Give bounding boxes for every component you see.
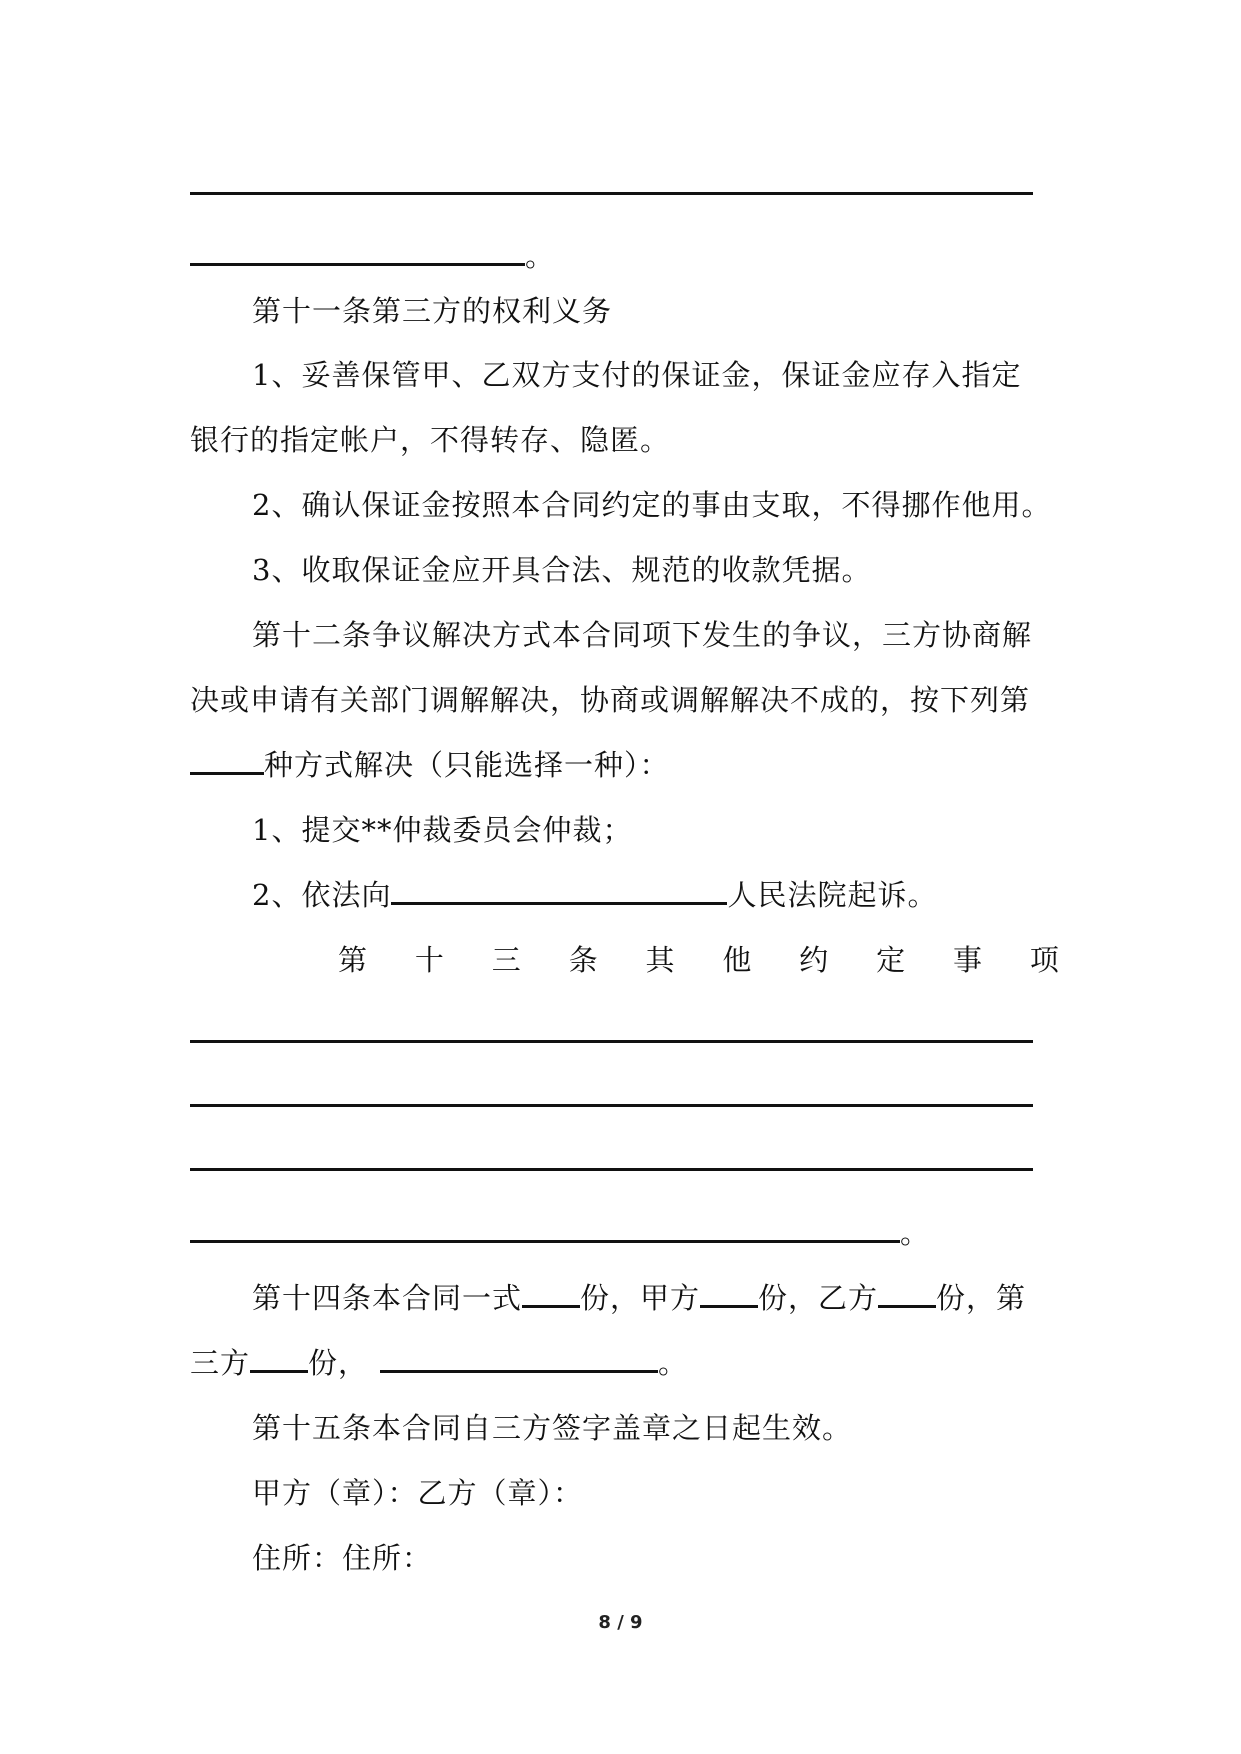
article-13-char: 他 [722,943,753,977]
article-13-char: 项 [1029,943,1060,977]
blank-field [878,1285,936,1308]
article-13-char: 条 [568,943,599,977]
blank-line [190,1040,1033,1043]
blank-line [190,192,1033,195]
article-13-char: 定 [876,943,907,977]
blank-field [190,1220,900,1243]
blank-field [190,752,264,775]
article-11-item3: 3、收取保证金应开具合法、规范的收款凭据。 [252,553,872,587]
blank-line [190,1104,1033,1107]
blank-line [190,1168,1033,1171]
signature-address: 住所：住所： [252,1541,433,1575]
article-12-option2 [252,875,1060,915]
article-13-char: 十 [414,943,445,977]
blank-field [380,1350,658,1373]
blank-field [522,1285,580,1308]
article-13-char: 事 [953,943,984,977]
article-12-line3 [190,745,1060,785]
article-12-line1: 第十二条争议解决方式本合同项下发生的争议，三方协商解 [252,618,1033,652]
blank-line-end: 。 [190,1213,1060,1253]
article-14-line1: 第十四条本合同一式 份，甲方 份，乙方 份，第 [252,1281,1027,1315]
article-12-option2-suffix: 人民法院起诉。 [727,878,938,912]
article-11-item2: 2、确认保证金按照本合同约定的事由支取，不得挪作他用。 [252,488,1052,522]
article-11-title: 第十一条第三方的权利义务 [252,294,613,328]
article-12-line3-text: 种方式解决（只能选择一种）： [264,748,670,782]
blank-field [190,243,525,266]
signature-parties: 甲方（章）：乙方（章）： [252,1476,584,1510]
article-12-line2: 决或申请有关部门调解解决，协商或调解解决不成的，按下列第 [190,683,1031,717]
article-13-char: 约 [799,943,830,977]
article-11-item1: 1、妥善保管甲、乙双方支付的保证金，保证金应存入指定 [252,358,1022,392]
article-14-line2: 三方 份， 。 [190,1346,689,1380]
article-13-char: 三 [491,943,522,977]
article-13-title [338,940,1060,980]
article-11-item1-cont: 银行的指定帐户，不得转存、隐匿。 [190,423,671,457]
blank-field [250,1350,308,1373]
article-15: 第十五条本合同自三方签字盖章之日起生效。 [252,1411,853,1445]
page-number: 8 / 9 [598,1612,643,1633]
article-12-option2-prefix: 2、依法向 [252,878,392,912]
blank-field [391,882,727,905]
article-13-char: 其 [645,943,676,977]
blank-field [700,1285,758,1308]
blank-line-end: 。 [190,236,1060,276]
article-12-option1: 1、提交**仲裁委员会仲裁； [252,813,633,847]
article-13-char: 第 [338,943,369,977]
